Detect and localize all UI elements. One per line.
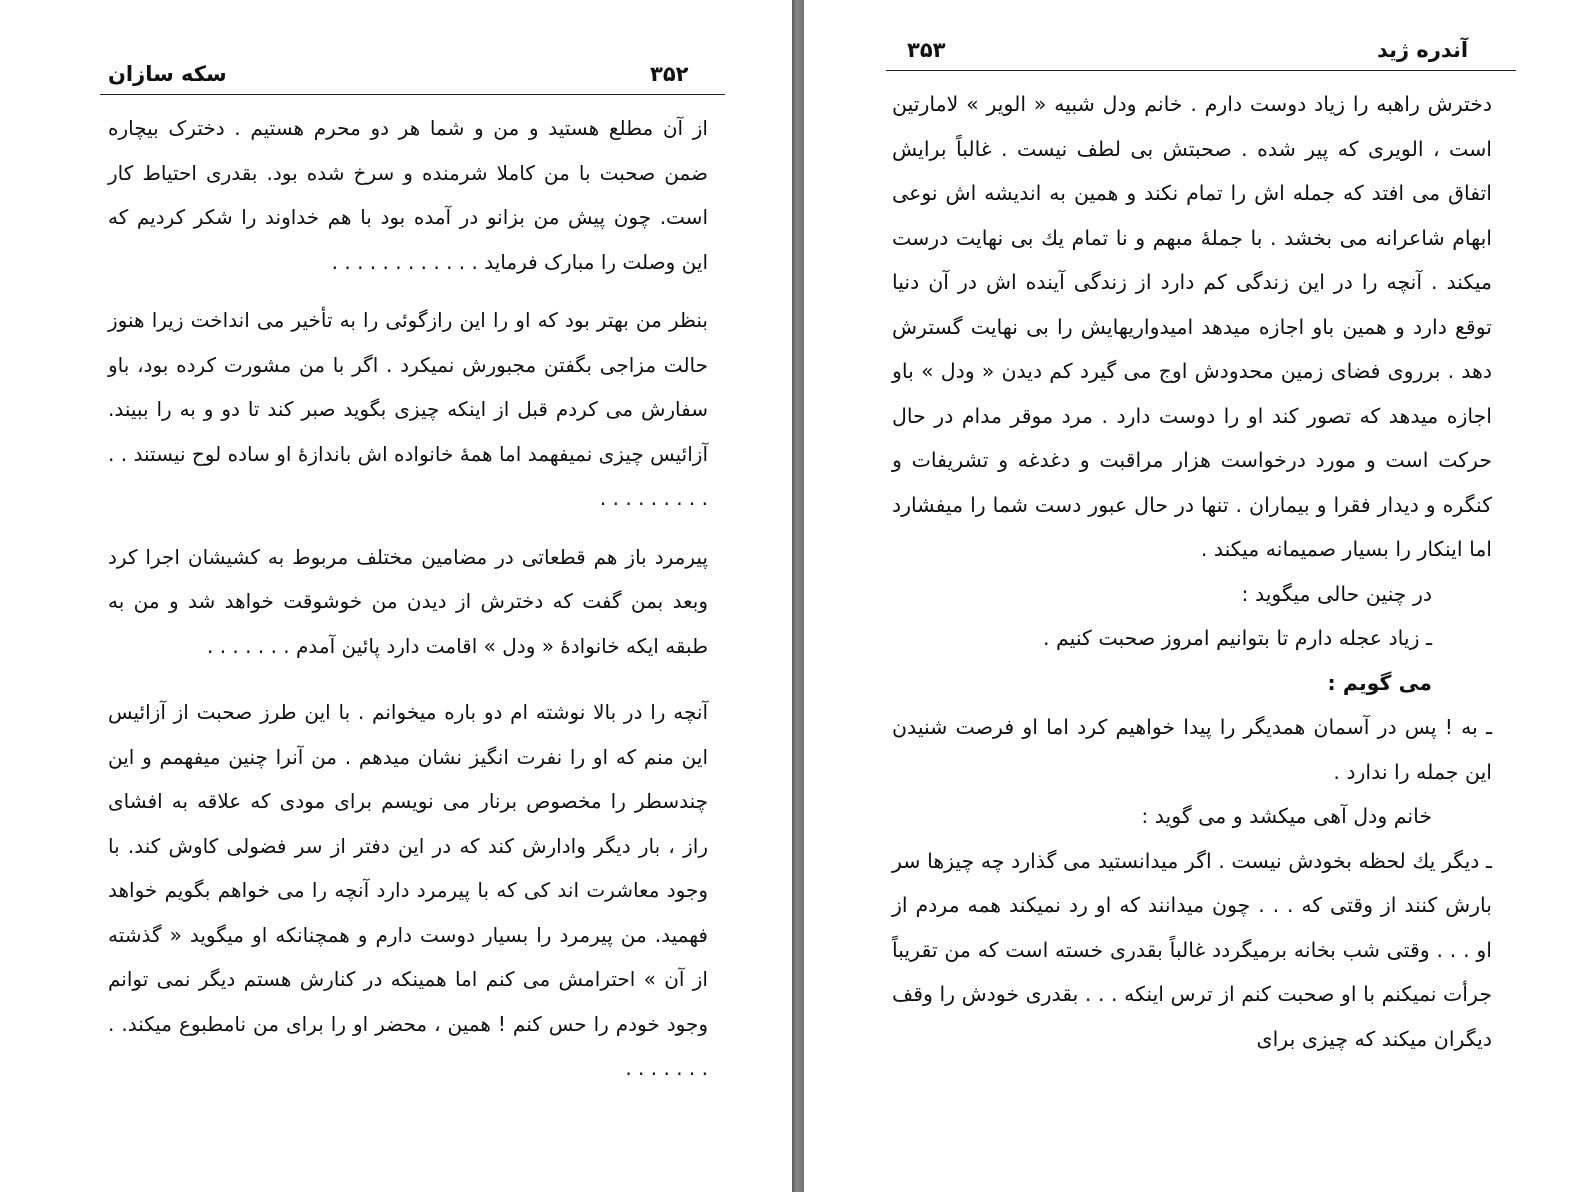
right-page-number: ۳۵۳ [907, 38, 946, 62]
left-page [0, 0, 792, 1192]
dialogue-line: ـ به ! پس در آسمان همدیگر را پیدا خواهیم کرد اما او فرصت شنیدن این جمله را ندارد . [892, 715, 1492, 784]
right-page-header [804, 0, 1591, 80]
right-running-title: آندره ژید [1377, 38, 1469, 62]
paragraph: بنظر من بهتر بود که او را این رازگوئی را به تأخیر می انداخت زیرا هنوز حالت مزاجی بگفتن مجبورش نمیکرد . اگر با من مشورت کرده بود، باو سفارش می کردم قبل از اینکه چیزی بگوید صبر کند تا دو و به را ببیند. آزائیس چیزی نمیفهمد اما همهٔ خانواده اش باندازهٔ او ساده لوح نیستند . . . . . . . . . . . [108, 308, 708, 510]
paragraph: در چنین حالی میگوید : [1241, 581, 1432, 606]
left-header-rule [100, 94, 725, 95]
paragraph: دخترش راهبه را زیاد دوست دارم . خانم ودل شبیه « الویر » لامارتین است ، الویری که پیر شده . صحبتش بی لطف نیست . غالباً برایش اتفاق می افتد که جمله اش را تمام نکند و همین به اندیشه اش نوعی ابهام شاعرانه می بخشد . با جملهٔ مبهم و نا تمام یك بی نهایت درست میکند . آنچه را در این زندگی کم دارد از زندگی آینده اش در آن دنیا توقع دارد و همین باو اجازه میدهد امیدواریهایش را بی نهایت گسترش دهد . برروی فضای زمین محدودش اوج می گیرد کم دیدن « ودل » باو اجازه میدهد که تصور کند او را دوست دارد . مرد موقر مدام در حال حرکت است و مورد درخواست هزار مراقبت و دغدغه و تشریفات و کنگره و دیدار فقرا و بیماران . تنها در حال عبور دست شما را میفشارد اما اینکار را بسیار صمیمانه میکند . [892, 92, 1492, 561]
paragraph: آنچه را در بالا نوشته ام دو باره میخوانم . با این طرز صحبت از آزائیس این منم که او را نفرت انگیز نشان میدهم . من آنرا چنین میفهمم و این چندسطر را مخصوص برنار می نویسم برای مودی که علاقه به افشای راز ، بار دیگر وادارش کند که در این دفتر از سر فضولی کاوش کند. با وجود معاشرت اند کی که با پیرمرد دارد آنچه را می خواهم بگویم خواهد فهمید. من پیرمرد را بسیار دوست دارم و همچنانکه او میگوید « گذشته از آن » احترامش می کنم اما همینکه در کنارش هستم دیگر نمی توانم وجود خودم را حس کنم ! همین ، محضر او را برای من نامطبوع میکند. . . . . . . . . [108, 700, 708, 1080]
paragraph: می گویم : [1327, 670, 1432, 695]
paragraph: خانم ودل آهی میکشد و می گوید : [1141, 804, 1432, 828]
right-page [804, 0, 1591, 1192]
right-page-body [892, 82, 1492, 1061]
dialogue-line: ـ زیاد عجله دارم تا بتوانیم امروز صحبت کنیم . [1043, 626, 1432, 650]
paragraph: از آن مطلع هستید و من و شما هر دو محرم هستیم . دخترک بیچاره ضمن صحبت با من کاملا شرمنده و سرخ شده بود. بقدری احتیاط کار است. چون پیش من بزانو در آمده بود با هم خداوند را شکر کردیم که این وصلت را مبارک فرماید . . . . . . . . . . . . [108, 116, 708, 274]
right-header-rule [886, 70, 1516, 71]
left-running-title: سکه سازان [108, 62, 227, 86]
left-page-header [0, 0, 792, 100]
dialogue-line: ـ دیگر یك لحظه بخودش نیست . اگر میدانستید می گذارد چه چیزها سر بارش کنند از وقتی که . . . چون میدانند که او رد نمیکند همه مردم از او . . . وقتی شب بخانه برمیگردد غالباً بقدری خسته است که من تقریباً جرأت نمیکنم با او صحبت کنم از ترس اینکه . . . بقدری خودش را وقف دیگران میکند که چیزی برای [892, 848, 1492, 1051]
book-gutter [792, 0, 804, 1192]
left-page-body [108, 106, 708, 1091]
paragraph: پیرمرد باز هم قطعاتی در مضامین مختلف مربوط به کشیشان اجرا کرد وبعد بمن گفت که دخترش از دیدن من خوشوقت خواهد شد و من به طبقه ایکه خانوادهٔ « ودل » اقامت دارد پائین آمدم . . . . . . . [108, 544, 708, 658]
left-page-number: ۳۵۲ [650, 62, 689, 86]
